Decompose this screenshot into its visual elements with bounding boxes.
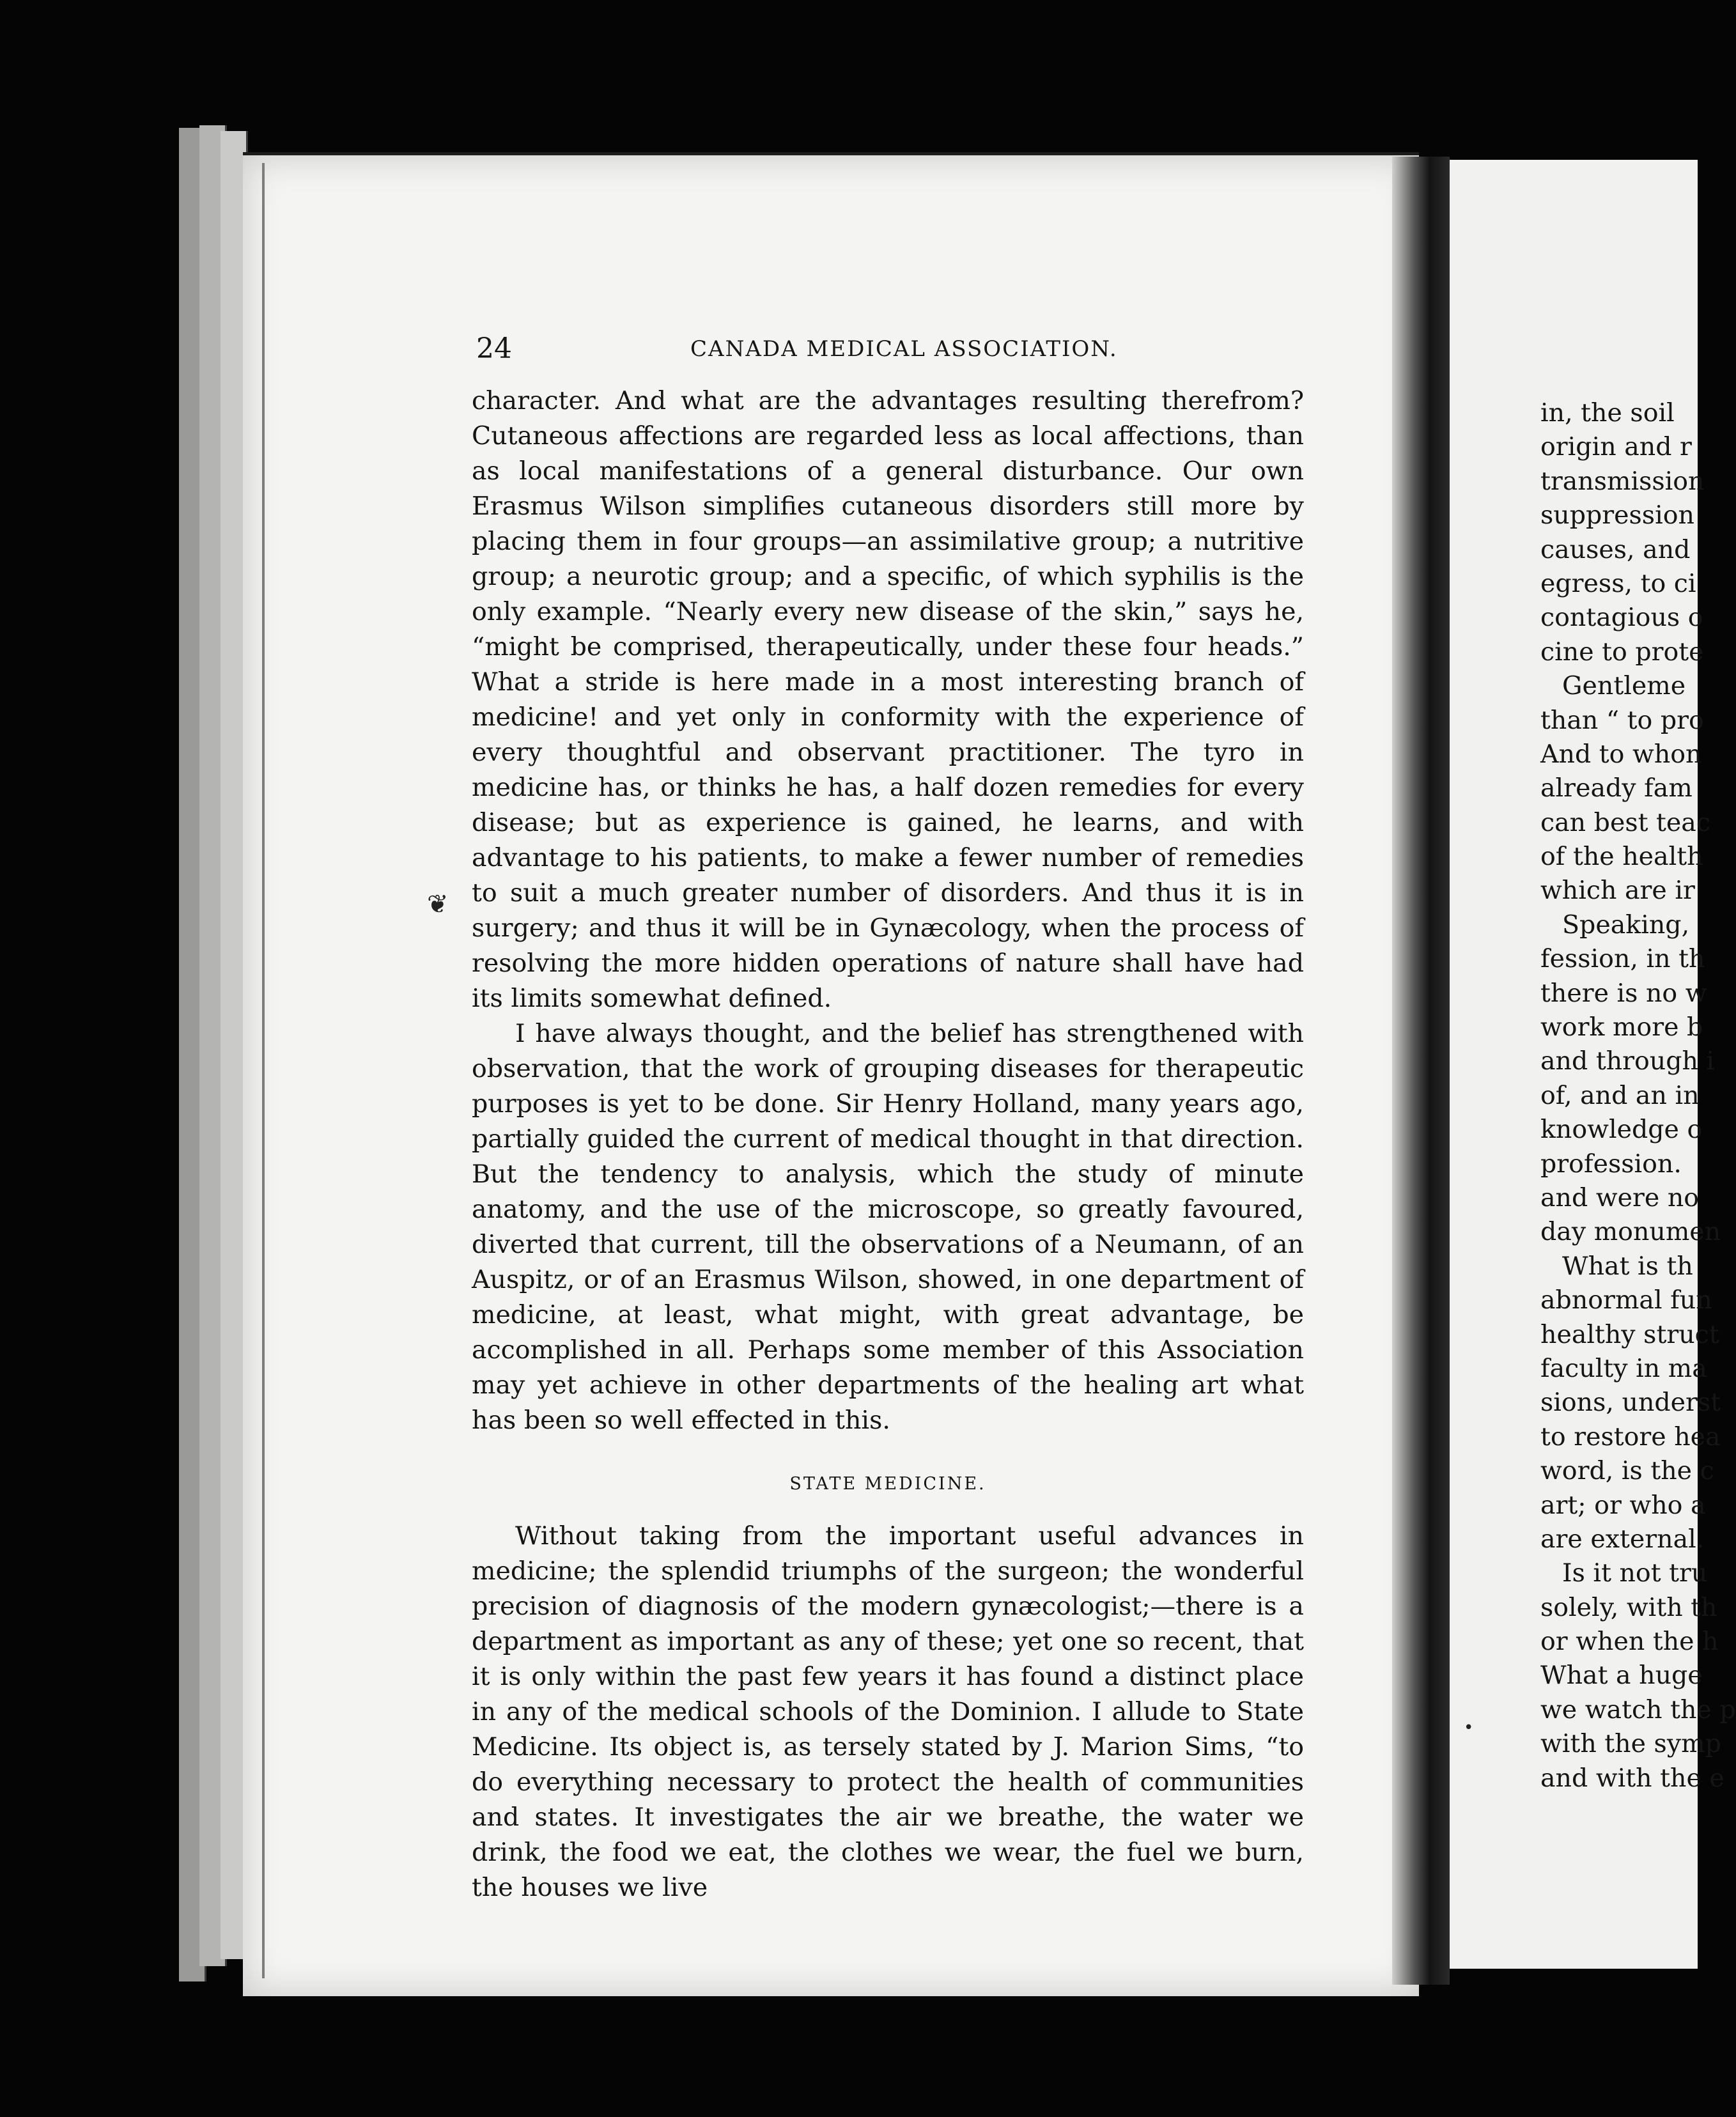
right-page-line: What is th: [1562, 1251, 1693, 1281]
book-gutter: [1392, 157, 1450, 1985]
right-page-line: of, and an in: [1540, 1080, 1700, 1110]
right-page-column: [1540, 396, 1736, 1795]
running-title: CANADA MEDICAL ASSOCIATION.: [690, 336, 1118, 362]
page-header: [476, 332, 1304, 371]
right-page-line: profession.: [1540, 1149, 1682, 1179]
right-page-line: and through i: [1540, 1046, 1715, 1076]
right-page-line: already fam: [1540, 773, 1693, 803]
left-page-body: [472, 384, 1304, 1905]
right-page-line: we watch the p: [1540, 1694, 1736, 1725]
right-page-line: and with the e: [1540, 1763, 1724, 1793]
right-page-line: And to whon: [1540, 739, 1702, 769]
right-page-line: can best teac: [1540, 807, 1710, 837]
right-page-line: causes, and: [1540, 534, 1691, 564]
right-page-line: word, is the c: [1540, 1456, 1714, 1486]
right-page-line: work more b: [1540, 1012, 1703, 1043]
right-page-line: sions, underst: [1540, 1388, 1721, 1418]
paragraph: I have always thought, and the belief has strengthened with observation, that the work of grouping diseases for therapeutic purposes is yet to be done. Sir Henry Holland, many years ago, partially guided the current of medical thought in that direction. But the tendency to analysis, which the study of minute anatomy, and the use of the microscope, so greatly favoured, diverted that current, till the observations of a Neumann, of an Auspitz, or of an Erasmus Wilson, showed, in one department of medicine, at least, what might, with great advantage, be accomplished in all. Perhaps some member of this Association may yet achieve in other departments of the healing art what has been so well effected in this.: [472, 1019, 1304, 1435]
right-page-line: contagious o: [1540, 603, 1703, 633]
right-page-line: healthy struct: [1540, 1319, 1719, 1349]
margin-mark: •: [1464, 1718, 1474, 1737]
paragraph: Without taking from the important useful advances in medicine; the splendid triumphs of the surgeon; the wonderful precision of diagnosis of the modern gynæcologist;—there is a department as important as any of these; yet one so recent, that it is only within the past few years it has found a distinct place in any of the medical schools of the Dominion. I allude to State Medicine. Its object is, as tersely stated by J. Marion Sims, “to do everything necessary to protect the health of communities and states. It investigates the air we breathe, the water we drink, the food we eat, the clothes we wear, the fuel we burn, the houses we live: [472, 1521, 1304, 1902]
right-page-line: with the symp: [1540, 1729, 1721, 1759]
right-page-line: there is no w: [1540, 978, 1707, 1008]
right-page-line: transmission: [1540, 466, 1705, 496]
section-heading: STATE MEDICINE.: [789, 1474, 986, 1494]
right-page-line: abnormal fun: [1540, 1285, 1712, 1315]
right-page-line: than “ to pro: [1540, 705, 1704, 735]
page-number: 24: [476, 332, 512, 365]
right-page-line: in, the soil: [1540, 398, 1675, 428]
right-page-line: of the health: [1540, 842, 1703, 872]
right-page-line: egress, to ci: [1540, 568, 1696, 598]
right-page-line: are external.: [1540, 1524, 1705, 1554]
margin-mark: ❦: [427, 890, 449, 919]
paragraph: character. And what are the advantages resulting therefrom? Cutaneous affections are regarded less as local affections, than as local manifestations of a general disturbance. Our own Erasmus Wilson simplifies cutaneous disorders still more by placing them in four groups—an assimilative group; a nutritive group; a neurotic group; and a specific, of which syphilis is the only example. “Nearly every new disease of the skin,” says he, “might be comprised, therapeutically, under these four heads.” What a stride is here made in a most interesting branch of medicine! and yet only in conformity with the experience of every thoughtful and observant practitioner. The tyro in medicine has, or thinks he has, a half dozen remedies for every disease; but as experience is gained, he learns, and with advantage to his patients, to make a fewer number of remedies to suit a much greater number of disorders. And thus it is in surgery; and thus it will be in Gynæcology, when the process of resolving the more hidden operations of nature shall have had its limits somewhat defined.: [472, 386, 1304, 1013]
right-page-line: art; or who a: [1540, 1490, 1706, 1520]
right-page-line: to restore hea: [1540, 1422, 1721, 1452]
right-page-line: solely, with th: [1540, 1592, 1717, 1622]
right-page-line: Is it not tru: [1562, 1558, 1708, 1588]
right-page-line: or when the h: [1540, 1627, 1719, 1657]
right-page-line: which are ir: [1540, 876, 1695, 906]
right-page-line: origin and r: [1540, 432, 1692, 462]
right-page-line: and were no: [1540, 1183, 1700, 1213]
right-page-line: faculty in ma: [1540, 1353, 1707, 1383]
right-page-line: What a huge: [1540, 1661, 1703, 1691]
right-page-line: day monumen: [1540, 1217, 1721, 1247]
right-page-line: fession, in th: [1540, 944, 1705, 974]
right-page-line: knowledge o: [1540, 1115, 1703, 1145]
right-page-line: cine to prote: [1540, 637, 1704, 667]
right-page-line: Speaking,: [1562, 910, 1690, 940]
right-page-line: Gentleme: [1562, 671, 1686, 701]
page-border-rule: [262, 163, 265, 1978]
right-page-line: suppression: [1540, 500, 1694, 531]
